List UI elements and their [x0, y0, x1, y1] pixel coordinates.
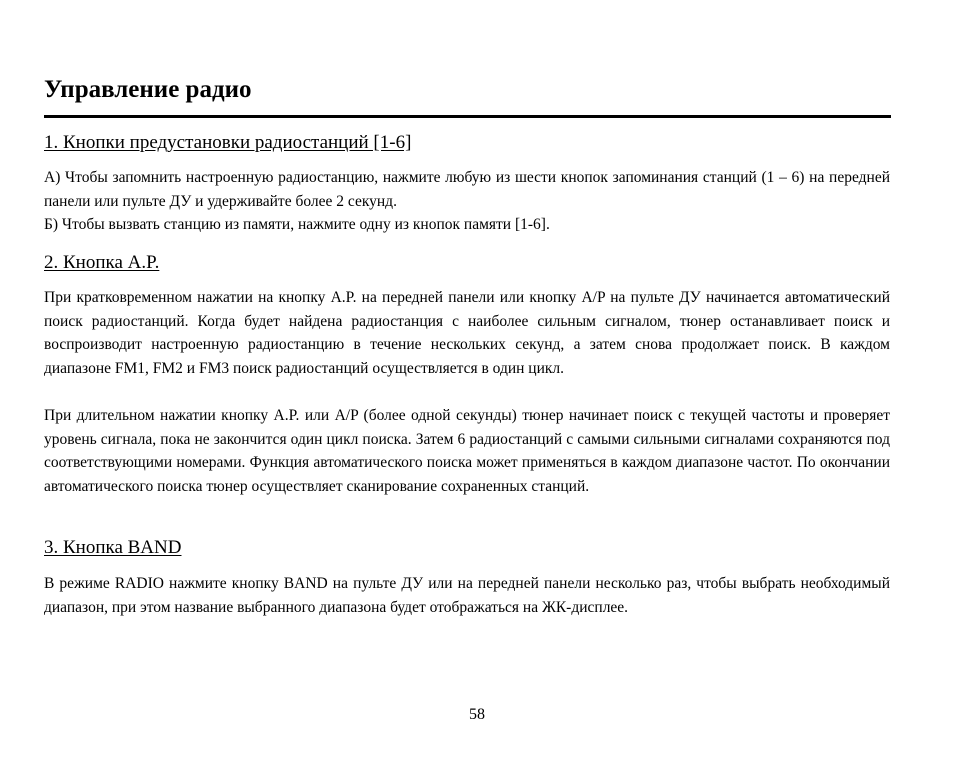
- paragraph-ap-short-press: При кратковременном нажатии на кнопку A.P. на передней панели или кнопку A/P на пульте ДУ начинается автоматический поиск радиостанций. Когда будет найдена радиостанция с наиболее сильным сигналом, тюнер останавливает поиск и воспроизводит настроенную радиостанцию в течение нескольких секунд, а затем снова продолжает поиск. В каждом диапазоне FM1, FM2 и FM3 поиск радиостанций осуществляется в один цикл.: [44, 289, 890, 378]
- section-heading-ap-button: 2. Кнопка A.P.: [44, 252, 160, 273]
- section-heading-preset-buttons: 1. Кнопки предустановки радиостанций [1-6]: [44, 132, 412, 153]
- page-number: 58: [469, 706, 485, 723]
- paragraph-ap-long-press: При длительном нажатии кнопку A.P. или A/P (более одной секунды) тюнер начинает поиск с текущей частоты и проверяет уровень сигнала, пока не закончится один цикл поиска. Затем 6 радиостанций с самыми сильными сигналами сохраняются под соответствующими номерами. Функция автоматического поиска может применяться в каждом диапазоне частот. По окончании автоматического поиска тюнер осуществляет сканирование сохраненных станций.: [44, 407, 890, 496]
- paragraph-band-select: В режиме RADIO нажмите кнопку BAND на пульте ДУ или на передней панели несколько раз, чтобы выбрать необходимый диапазон, при этом название выбранного диапазона будет отображаться на ЖК-дисплее.: [44, 575, 890, 616]
- section-heading-band-button: 3. Кнопка BAND: [44, 537, 182, 558]
- page-title: Управление радио: [44, 76, 252, 103]
- title-divider: [44, 115, 891, 118]
- paragraph-preset-store: А) Чтобы запомнить настроенную радиостанцию, нажмите любую из шести кнопок запоминания станций (1 – 6) на передней панели или пульте ДУ и удерживайте более 2 секунд.: [44, 169, 890, 210]
- paragraph-preset-recall: Б) Чтобы вызвать станцию из памяти, нажмите одну из кнопок памяти [1-6].: [44, 216, 550, 233]
